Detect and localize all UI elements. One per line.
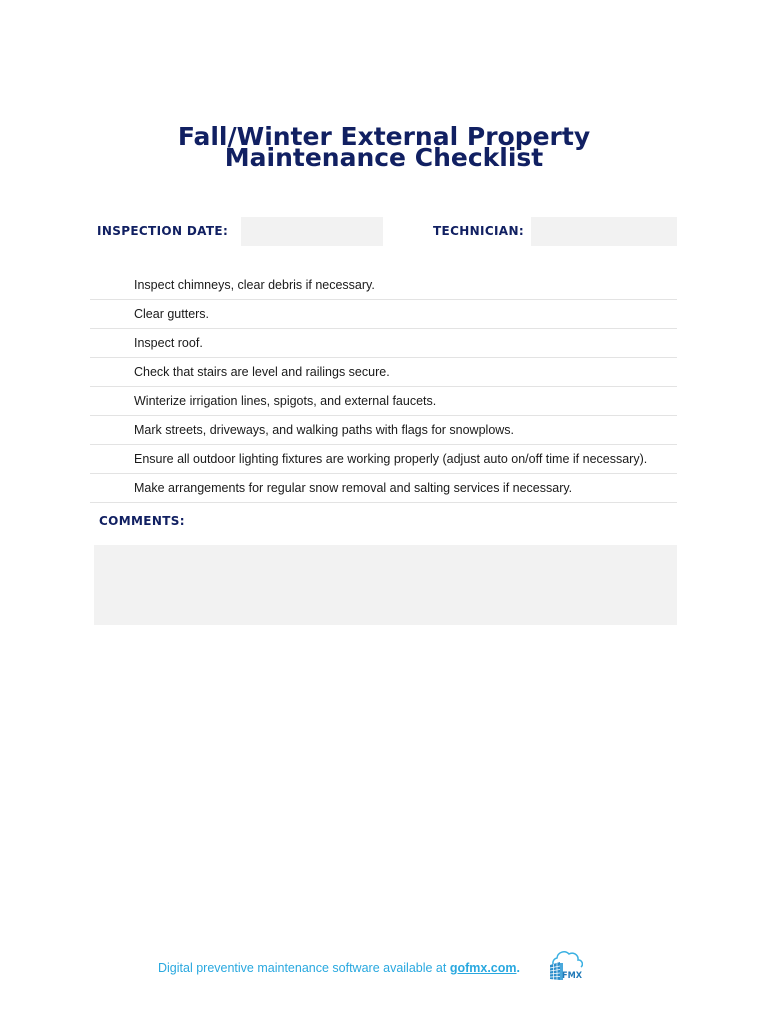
checklist-item-text: Mark streets, driveways, and walking paths with flags for snowplows. (134, 423, 515, 437)
technician-input[interactable] (531, 217, 677, 246)
page-title (0, 122, 768, 172)
checklist-item-text: Inspect roof. (134, 336, 203, 350)
checklist-item-text: Clear gutters. (134, 307, 210, 321)
checklist-item (90, 329, 677, 358)
checklist-item (90, 271, 677, 300)
title-line-1: Fall/Winter External Property (177, 122, 591, 151)
checklist-item (90, 358, 677, 387)
inspection-date-input[interactable] (241, 217, 383, 246)
checklist-item (90, 474, 677, 503)
comments-textarea[interactable] (94, 545, 677, 625)
checklist-item-text: Winterize irrigation lines, spigots, and external faucets. (134, 394, 437, 408)
gofmx-link[interactable]: gofmx.com (449, 961, 517, 975)
footer (158, 960, 520, 976)
checklist (90, 271, 677, 503)
technician-label: TECHNICIAN: (433, 224, 524, 238)
comments-label: COMMENTS: (99, 514, 185, 528)
checklist-item-text: Ensure all outdoor lighting fixtures are working properly (adjust auto on/off time if necessary). (134, 452, 648, 466)
checklist-item-text: Inspect chimneys, clear debris if necessary. (134, 278, 375, 292)
checklist-item-text: Make arrangements for regular snow removal and salting services if necessary. (134, 481, 573, 495)
footer-text: Digital preventive maintenance software available at (158, 961, 450, 975)
checklist-item (90, 445, 677, 474)
inspection-date-label: INSPECTION DATE: (97, 224, 229, 238)
footer-suffix: . (516, 961, 520, 975)
checklist-item-text: Check that stairs are level and railings secure. (134, 365, 390, 379)
fmx-logo-icon (549, 951, 583, 981)
checklist-item (90, 300, 677, 329)
checklist-item (90, 387, 677, 416)
logo-text: FMX (562, 971, 583, 981)
title-line-2: Maintenance Checklist (224, 143, 544, 172)
checklist-item (90, 416, 677, 445)
